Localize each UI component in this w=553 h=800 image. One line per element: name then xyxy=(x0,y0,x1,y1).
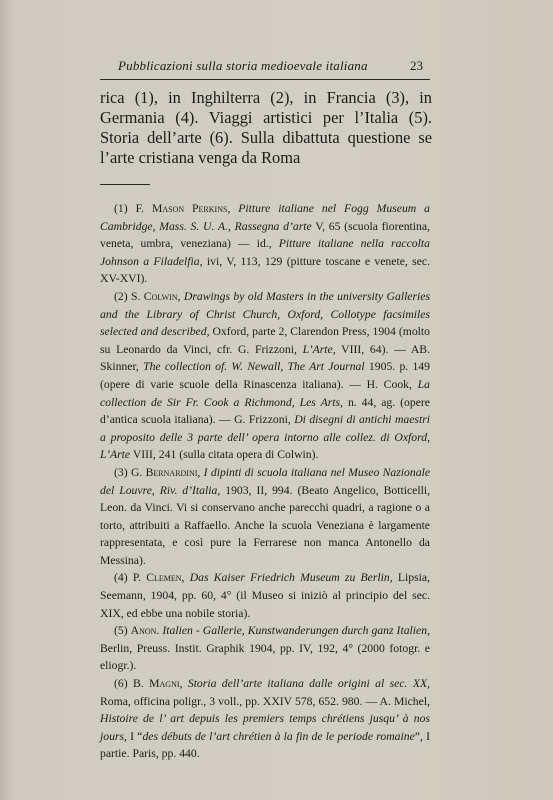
footnote-3: (3) G. Bernardini, I dipinti di scuola italiana nel Museo Nazionale del Louvre, Riv. d’Italia, 1903, II, 994. (Beato Angelico, Botticelli, Leon. da Vinci. Vi si conservano anche parecchi quadri, a ragione o a torto, attribuiti a Raffaello. Anche la scuola Veneziana è largamente rappresentata, e così pure la Ferrarese non manca Antonello da Messina). xyxy=(100,465,431,567)
page-header xyxy=(100,58,430,76)
body-text xyxy=(100,88,432,168)
footnotes xyxy=(100,200,430,763)
footnote-separator xyxy=(100,184,150,185)
footnote-5: (5) Anon. Italien - Gallerie, Kunstwanderungen durch ganz Italien, Berlin, Preuss. Instit. Graphik 1904, pp. IV, 192, 4° (2000 fotogr. e eliogr.). xyxy=(100,624,430,673)
header-rule xyxy=(100,79,430,80)
footnote-6: (6) B. Magni, Storia dell’arte italiana dalle origini al sec. XX, Roma, officina poligr., 3 voll., pp. XXIV 578, 652. 980. — A. Michel, Histoire de l’ art depuis les premiers temps chrétiens jusqu’ à nos jours, I “des débuts de l’art chrétien à la fin de le periode romaine”, I partie. Paris, pp. 440. xyxy=(100,677,431,761)
footnote-2: (2) S. Colwin, Drawings by old Masters in the university Galleries and the Library of Christ Church, Oxford, Collotype facsimiles selected and described, Oxford, parte 2, Clarendon Press, 1904 (molto su Leonardo da Vinci, cfr. G. Frizzoni, L’Arte, VIII, 64). — AB. Skinner, The collection of. W. Newall, The Art Journal 1905. p. 149 (opere di varie scuole della Rinascenza italiana). — H. Cook, La collection de Sir Fr. Cook a Richmond, Les Arts, n. 44, ag. (opere d’antica scuola italiana). — G. Frizzoni, Di disegni di antichi maestri a proposito delle 3 parte dell’ opera intorno alle collez. di Oxford, L’Arte VIII, 241 (sulla citata opera di Colwin). xyxy=(100,289,431,462)
footnote-4: (4) P. Clemen, Das Kaiser Friedrich Museum zu Berlin, Lipsia, Seemann, 1904, pp. 60, 4° (il Museo si iniziò al principio del sec. XIX, ed ebbe una nobile storia). xyxy=(100,571,431,620)
running-title: Pubblicazioni sulla storia medioevale italiana xyxy=(118,58,368,73)
page-number: 23 xyxy=(410,58,423,73)
footnote-1: (1) F. Mason Perkins, Pitture italiane nel Fogg Museum a Cambridge, Mass. S. U. A., Rassegna d’arte V, 65 (scuola fiorentina, veneta, umbra, veneziana) — id., Pitture italiane nella raccolta Johnson a Filadelfia, ivi, V, 113, 129 (pitture toscane e venete, sec. XV-XVI). xyxy=(100,202,430,286)
body-paragraph: rica (1), in Inghilterra (2), in Francia (3), in Germania (4). Viaggi artistici per l’Italia (5). Storia dell’arte (6). Sulla dibattuta questione se l’arte cristiana venga da Roma xyxy=(100,88,432,167)
